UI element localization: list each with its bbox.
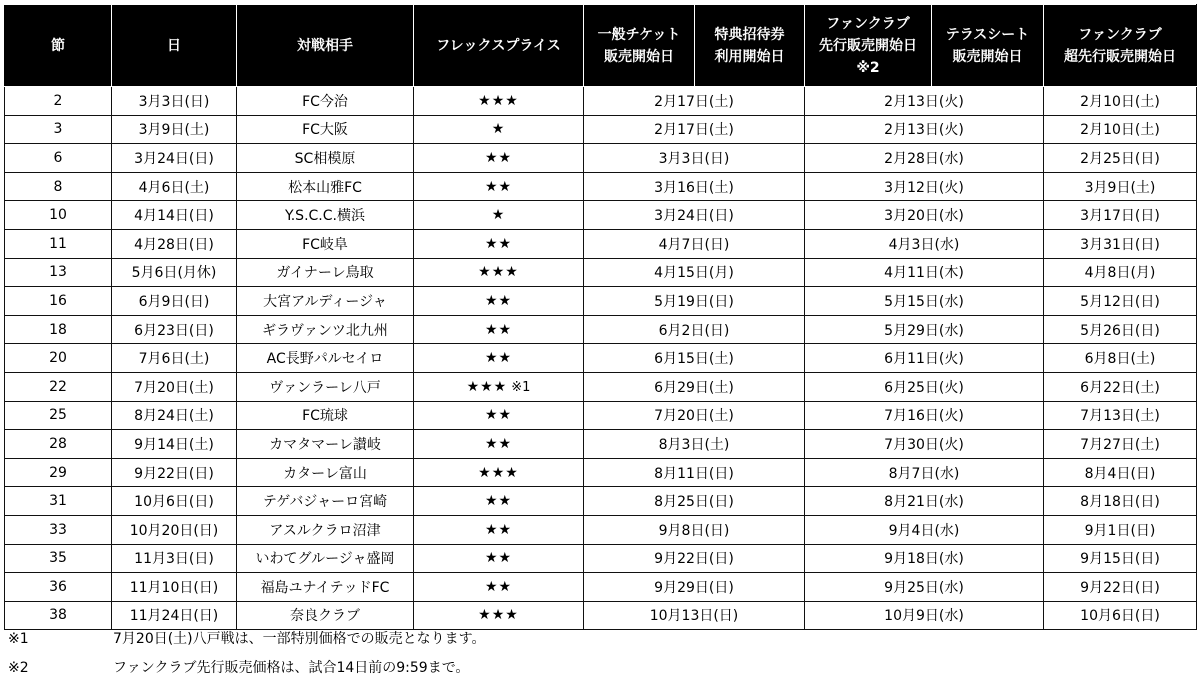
cell-super-presale-date: 7月13日(土) bbox=[1044, 401, 1197, 430]
star-rating: ★★★ bbox=[478, 607, 519, 624]
cell-date: 6月9日(日) bbox=[112, 287, 237, 316]
cell-opponent: FC今治 bbox=[237, 87, 414, 116]
header-fanclub-super-presale-line1: ファンクラブ bbox=[1078, 26, 1162, 43]
cell-general-sale-date: 9月29日(日) bbox=[584, 573, 805, 602]
cell-date: 7月20日(土) bbox=[112, 372, 237, 401]
star-rating: ★★ bbox=[484, 521, 513, 538]
cell-general-sale-date: 3月24日(日) bbox=[584, 201, 805, 230]
footnote-ref: ※1 bbox=[511, 379, 531, 395]
header-fanclub-presale-line2: 先行販売開始日 bbox=[819, 37, 917, 54]
cell-flex-price bbox=[414, 144, 584, 173]
header-row bbox=[5, 5, 1197, 87]
cell-general-sale-date: 8月11日(日) bbox=[584, 458, 805, 487]
cell-super-presale-date: 2月10日(土) bbox=[1044, 115, 1197, 144]
cell-opponent: アスルクラロ沼津 bbox=[237, 515, 414, 544]
cell-round: 25 bbox=[5, 401, 112, 430]
cell-date: 4月28日(日) bbox=[112, 229, 237, 258]
cell-fanclub-presale-date: 5月29日(水) bbox=[805, 315, 1044, 344]
cell-round: 33 bbox=[5, 515, 112, 544]
star-rating: ★★ bbox=[484, 550, 513, 567]
cell-opponent: ギラヴァンツ北九州 bbox=[237, 315, 414, 344]
table-row bbox=[5, 487, 1197, 516]
header-general-ticket-line1: 一般チケット bbox=[597, 26, 681, 43]
cell-flex-price bbox=[414, 115, 584, 144]
cell-fanclub-presale-date: 5月15日(水) bbox=[805, 287, 1044, 316]
footnote-2-text: ファンクラブ先行販売価格は、試合14日前の9:59まで。 bbox=[113, 660, 470, 676]
cell-fanclub-presale-date: 7月16日(火) bbox=[805, 401, 1044, 430]
cell-opponent: ガイナーレ鳥取 bbox=[237, 258, 414, 287]
cell-flex-price bbox=[414, 201, 584, 230]
table-row bbox=[5, 573, 1197, 602]
cell-date: 4月14日(日) bbox=[112, 201, 237, 230]
cell-fanclub-presale-date: 8月21日(水) bbox=[805, 487, 1044, 516]
cell-flex-price bbox=[414, 601, 584, 630]
cell-super-presale-date: 10月6日(日) bbox=[1044, 601, 1197, 630]
header-date: 日 bbox=[112, 5, 237, 87]
cell-fanclub-presale-date: 3月12日(火) bbox=[805, 172, 1044, 201]
cell-date: 11月24日(日) bbox=[112, 601, 237, 630]
cell-round: 31 bbox=[5, 487, 112, 516]
header-fanclub-super-presale-line2: 超先行販売開始日 bbox=[1064, 48, 1176, 65]
cell-general-sale-date: 2月17日(土) bbox=[584, 87, 805, 116]
star-rating: ★★ bbox=[484, 321, 513, 338]
header-terrace-seat-line1: テラスシート bbox=[945, 26, 1030, 43]
header-benefit-ticket bbox=[695, 5, 805, 87]
cell-opponent: FC岐阜 bbox=[237, 229, 414, 258]
cell-flex-price bbox=[414, 430, 584, 459]
star-rating: ★★★ bbox=[478, 464, 519, 481]
cell-opponent: カターレ富山 bbox=[237, 458, 414, 487]
table-row bbox=[5, 172, 1197, 201]
cell-round: 22 bbox=[5, 372, 112, 401]
cell-round: 38 bbox=[5, 601, 112, 630]
table-row bbox=[5, 229, 1197, 258]
cell-flex-price bbox=[414, 172, 584, 201]
cell-fanclub-presale-date: 4月3日(水) bbox=[805, 229, 1044, 258]
table-row bbox=[5, 87, 1197, 116]
cell-date: 5月6日(月休) bbox=[112, 258, 237, 287]
header-flex-price: フレックスプライス bbox=[414, 5, 584, 87]
cell-fanclub-presale-date: 2月13日(火) bbox=[805, 115, 1044, 144]
footnote-2-mark: ※2 bbox=[8, 660, 29, 676]
star-rating: ★ bbox=[491, 207, 506, 224]
star-rating: ★★★ bbox=[466, 378, 508, 395]
footnote-1 bbox=[8, 628, 486, 648]
cell-general-sale-date: 9月8日(日) bbox=[584, 515, 805, 544]
cell-date: 3月9日(土) bbox=[112, 115, 237, 144]
cell-fanclub-presale-date: 3月20日(水) bbox=[805, 201, 1044, 230]
cell-date: 10月20日(日) bbox=[112, 515, 237, 544]
footnote-1-text: 7月20日(土)八戸戦は、一部特別価格での販売となります。 bbox=[113, 631, 486, 647]
cell-round: 8 bbox=[5, 172, 112, 201]
cell-flex-price bbox=[414, 487, 584, 516]
cell-super-presale-date: 3月31日(日) bbox=[1044, 229, 1197, 258]
cell-general-sale-date: 8月3日(土) bbox=[584, 430, 805, 459]
cell-general-sale-date: 3月16日(土) bbox=[584, 172, 805, 201]
header-fanclub-presale bbox=[805, 5, 932, 87]
table-row bbox=[5, 315, 1197, 344]
table-row bbox=[5, 344, 1197, 373]
cell-general-sale-date: 5月19日(日) bbox=[584, 287, 805, 316]
cell-round: 10 bbox=[5, 201, 112, 230]
cell-flex-price bbox=[414, 458, 584, 487]
cell-fanclub-presale-date: 9月4日(水) bbox=[805, 515, 1044, 544]
header-fanclub-presale-line1: ファンクラブ bbox=[826, 15, 910, 32]
star-rating: ★★ bbox=[484, 350, 513, 367]
footnote-2 bbox=[8, 657, 469, 677]
table-row bbox=[5, 515, 1197, 544]
cell-flex-price bbox=[414, 372, 584, 401]
table-row bbox=[5, 601, 1197, 630]
cell-flex-price bbox=[414, 87, 584, 116]
cell-general-sale-date: 4月15日(月) bbox=[584, 258, 805, 287]
schedule-table bbox=[4, 4, 1197, 630]
header-opponent: 対戦相手 bbox=[237, 5, 414, 87]
cell-super-presale-date: 3月17日(日) bbox=[1044, 201, 1197, 230]
cell-flex-price bbox=[414, 229, 584, 258]
cell-opponent: テゲバジャーロ宮崎 bbox=[237, 487, 414, 516]
cell-opponent: いわてグルージャ盛岡 bbox=[237, 544, 414, 573]
cell-fanclub-presale-date: 8月7日(水) bbox=[805, 458, 1044, 487]
table-row bbox=[5, 115, 1197, 144]
cell-super-presale-date: 8月4日(日) bbox=[1044, 458, 1197, 487]
star-rating: ★★ bbox=[484, 235, 513, 252]
cell-flex-price bbox=[414, 573, 584, 602]
cell-general-sale-date: 6月2日(日) bbox=[584, 315, 805, 344]
cell-super-presale-date: 6月8日(土) bbox=[1044, 344, 1197, 373]
cell-round: 11 bbox=[5, 229, 112, 258]
cell-fanclub-presale-date: 6月25日(火) bbox=[805, 372, 1044, 401]
cell-fanclub-presale-date: 2月13日(火) bbox=[805, 87, 1044, 116]
cell-super-presale-date: 8月18日(日) bbox=[1044, 487, 1197, 516]
cell-round: 20 bbox=[5, 344, 112, 373]
cell-opponent: 松本山雅FC bbox=[237, 172, 414, 201]
star-rating: ★★★ bbox=[478, 264, 519, 281]
cell-general-sale-date: 8月25日(日) bbox=[584, 487, 805, 516]
cell-super-presale-date: 9月15日(日) bbox=[1044, 544, 1197, 573]
star-rating: ★★ bbox=[484, 407, 513, 424]
header-fanclub-super-presale bbox=[1044, 5, 1197, 87]
star-rating: ★★ bbox=[484, 578, 513, 595]
cell-flex-price bbox=[414, 344, 584, 373]
cell-fanclub-presale-date: 9月18日(水) bbox=[805, 544, 1044, 573]
cell-round: 16 bbox=[5, 287, 112, 316]
table-row bbox=[5, 144, 1197, 173]
cell-super-presale-date: 9月22日(日) bbox=[1044, 573, 1197, 602]
cell-fanclub-presale-date: 9月25日(水) bbox=[805, 573, 1044, 602]
cell-fanclub-presale-date: 4月11日(木) bbox=[805, 258, 1044, 287]
header-round: 節 bbox=[5, 5, 112, 87]
star-rating: ★★ bbox=[484, 292, 513, 309]
header-terrace-seat bbox=[932, 5, 1044, 87]
cell-round: 35 bbox=[5, 544, 112, 573]
cell-general-sale-date: 2月17日(土) bbox=[584, 115, 805, 144]
cell-super-presale-date: 5月12日(日) bbox=[1044, 287, 1197, 316]
cell-general-sale-date: 6月29日(土) bbox=[584, 372, 805, 401]
star-rating: ★ bbox=[491, 121, 506, 138]
cell-opponent: SC相模原 bbox=[237, 144, 414, 173]
cell-date: 3月3日(日) bbox=[112, 87, 237, 116]
cell-general-sale-date: 7月20日(土) bbox=[584, 401, 805, 430]
cell-round: 13 bbox=[5, 258, 112, 287]
table-row bbox=[5, 458, 1197, 487]
table-row bbox=[5, 401, 1197, 430]
cell-super-presale-date: 4月8日(月) bbox=[1044, 258, 1197, 287]
cell-super-presale-date: 9月1日(日) bbox=[1044, 515, 1197, 544]
cell-opponent: カマタマーレ讃岐 bbox=[237, 430, 414, 459]
header-terrace-seat-line2: 販売開始日 bbox=[952, 48, 1023, 65]
table-row bbox=[5, 372, 1197, 401]
cell-flex-price bbox=[414, 258, 584, 287]
cell-general-sale-date: 6月15日(土) bbox=[584, 344, 805, 373]
cell-super-presale-date: 2月10日(土) bbox=[1044, 87, 1197, 116]
table-row bbox=[5, 201, 1197, 230]
table-row bbox=[5, 544, 1197, 573]
cell-round: 2 bbox=[5, 87, 112, 116]
header-general-ticket bbox=[584, 5, 695, 87]
cell-date: 10月6日(日) bbox=[112, 487, 237, 516]
cell-date: 6月23日(日) bbox=[112, 315, 237, 344]
cell-flex-price bbox=[414, 287, 584, 316]
cell-date: 4月6日(土) bbox=[112, 172, 237, 201]
table-row bbox=[5, 287, 1197, 316]
cell-date: 11月10日(日) bbox=[112, 573, 237, 602]
cell-super-presale-date: 2月25日(日) bbox=[1044, 144, 1197, 173]
star-rating: ★★ bbox=[484, 435, 513, 452]
cell-flex-price bbox=[414, 315, 584, 344]
table-row bbox=[5, 258, 1197, 287]
cell-date: 9月14日(土) bbox=[112, 430, 237, 459]
cell-opponent: 奈良クラブ bbox=[237, 601, 414, 630]
cell-general-sale-date: 3月3日(日) bbox=[584, 144, 805, 173]
cell-round: 18 bbox=[5, 315, 112, 344]
star-rating: ★★★ bbox=[478, 92, 519, 109]
cell-date: 3月24日(日) bbox=[112, 144, 237, 173]
cell-round: 3 bbox=[5, 115, 112, 144]
cell-fanclub-presale-date: 6月11日(火) bbox=[805, 344, 1044, 373]
cell-date: 9月22日(日) bbox=[112, 458, 237, 487]
cell-opponent: Y.S.C.C.横浜 bbox=[237, 201, 414, 230]
cell-super-presale-date: 6月22日(土) bbox=[1044, 372, 1197, 401]
header-benefit-ticket-line1: 特典招待券 bbox=[714, 26, 785, 43]
cell-general-sale-date: 4月7日(日) bbox=[584, 229, 805, 258]
cell-flex-price bbox=[414, 515, 584, 544]
cell-flex-price bbox=[414, 544, 584, 573]
star-rating: ★★ bbox=[484, 493, 513, 510]
cell-super-presale-date: 5月26日(日) bbox=[1044, 315, 1197, 344]
cell-opponent: ヴァンラーレ八戸 bbox=[237, 372, 414, 401]
cell-round: 36 bbox=[5, 573, 112, 602]
cell-flex-price bbox=[414, 401, 584, 430]
cell-opponent: FC琉球 bbox=[237, 401, 414, 430]
cell-fanclub-presale-date: 10月9日(水) bbox=[805, 601, 1044, 630]
header-general-ticket-line2: 販売開始日 bbox=[604, 48, 674, 65]
star-rating: ★★ bbox=[484, 149, 513, 166]
cell-general-sale-date: 10月13日(日) bbox=[584, 601, 805, 630]
cell-fanclub-presale-date: 7月30日(火) bbox=[805, 430, 1044, 459]
cell-opponent: AC長野パルセイロ bbox=[237, 344, 414, 373]
cell-super-presale-date: 7月27日(土) bbox=[1044, 430, 1197, 459]
cell-date: 7月6日(土) bbox=[112, 344, 237, 373]
cell-opponent: FC大阪 bbox=[237, 115, 414, 144]
cell-round: 28 bbox=[5, 430, 112, 459]
cell-fanclub-presale-date: 2月28日(水) bbox=[805, 144, 1044, 173]
star-rating: ★★ bbox=[484, 178, 513, 195]
cell-round: 6 bbox=[5, 144, 112, 173]
header-fanclub-presale-line3: ※2 bbox=[856, 59, 880, 76]
header-benefit-ticket-line2: 利用開始日 bbox=[714, 48, 785, 65]
cell-opponent: 大宮アルディージャ bbox=[237, 287, 414, 316]
cell-general-sale-date: 9月22日(日) bbox=[584, 544, 805, 573]
cell-opponent: 福島ユナイテッドFC bbox=[237, 573, 414, 602]
cell-date: 8月24日(土) bbox=[112, 401, 237, 430]
cell-date: 11月3日(日) bbox=[112, 544, 237, 573]
table-row bbox=[5, 430, 1197, 459]
footnote-1-mark: ※1 bbox=[8, 631, 29, 647]
schedule-rows bbox=[5, 87, 1197, 630]
cell-super-presale-date: 3月9日(土) bbox=[1044, 172, 1197, 201]
cell-round: 29 bbox=[5, 458, 112, 487]
